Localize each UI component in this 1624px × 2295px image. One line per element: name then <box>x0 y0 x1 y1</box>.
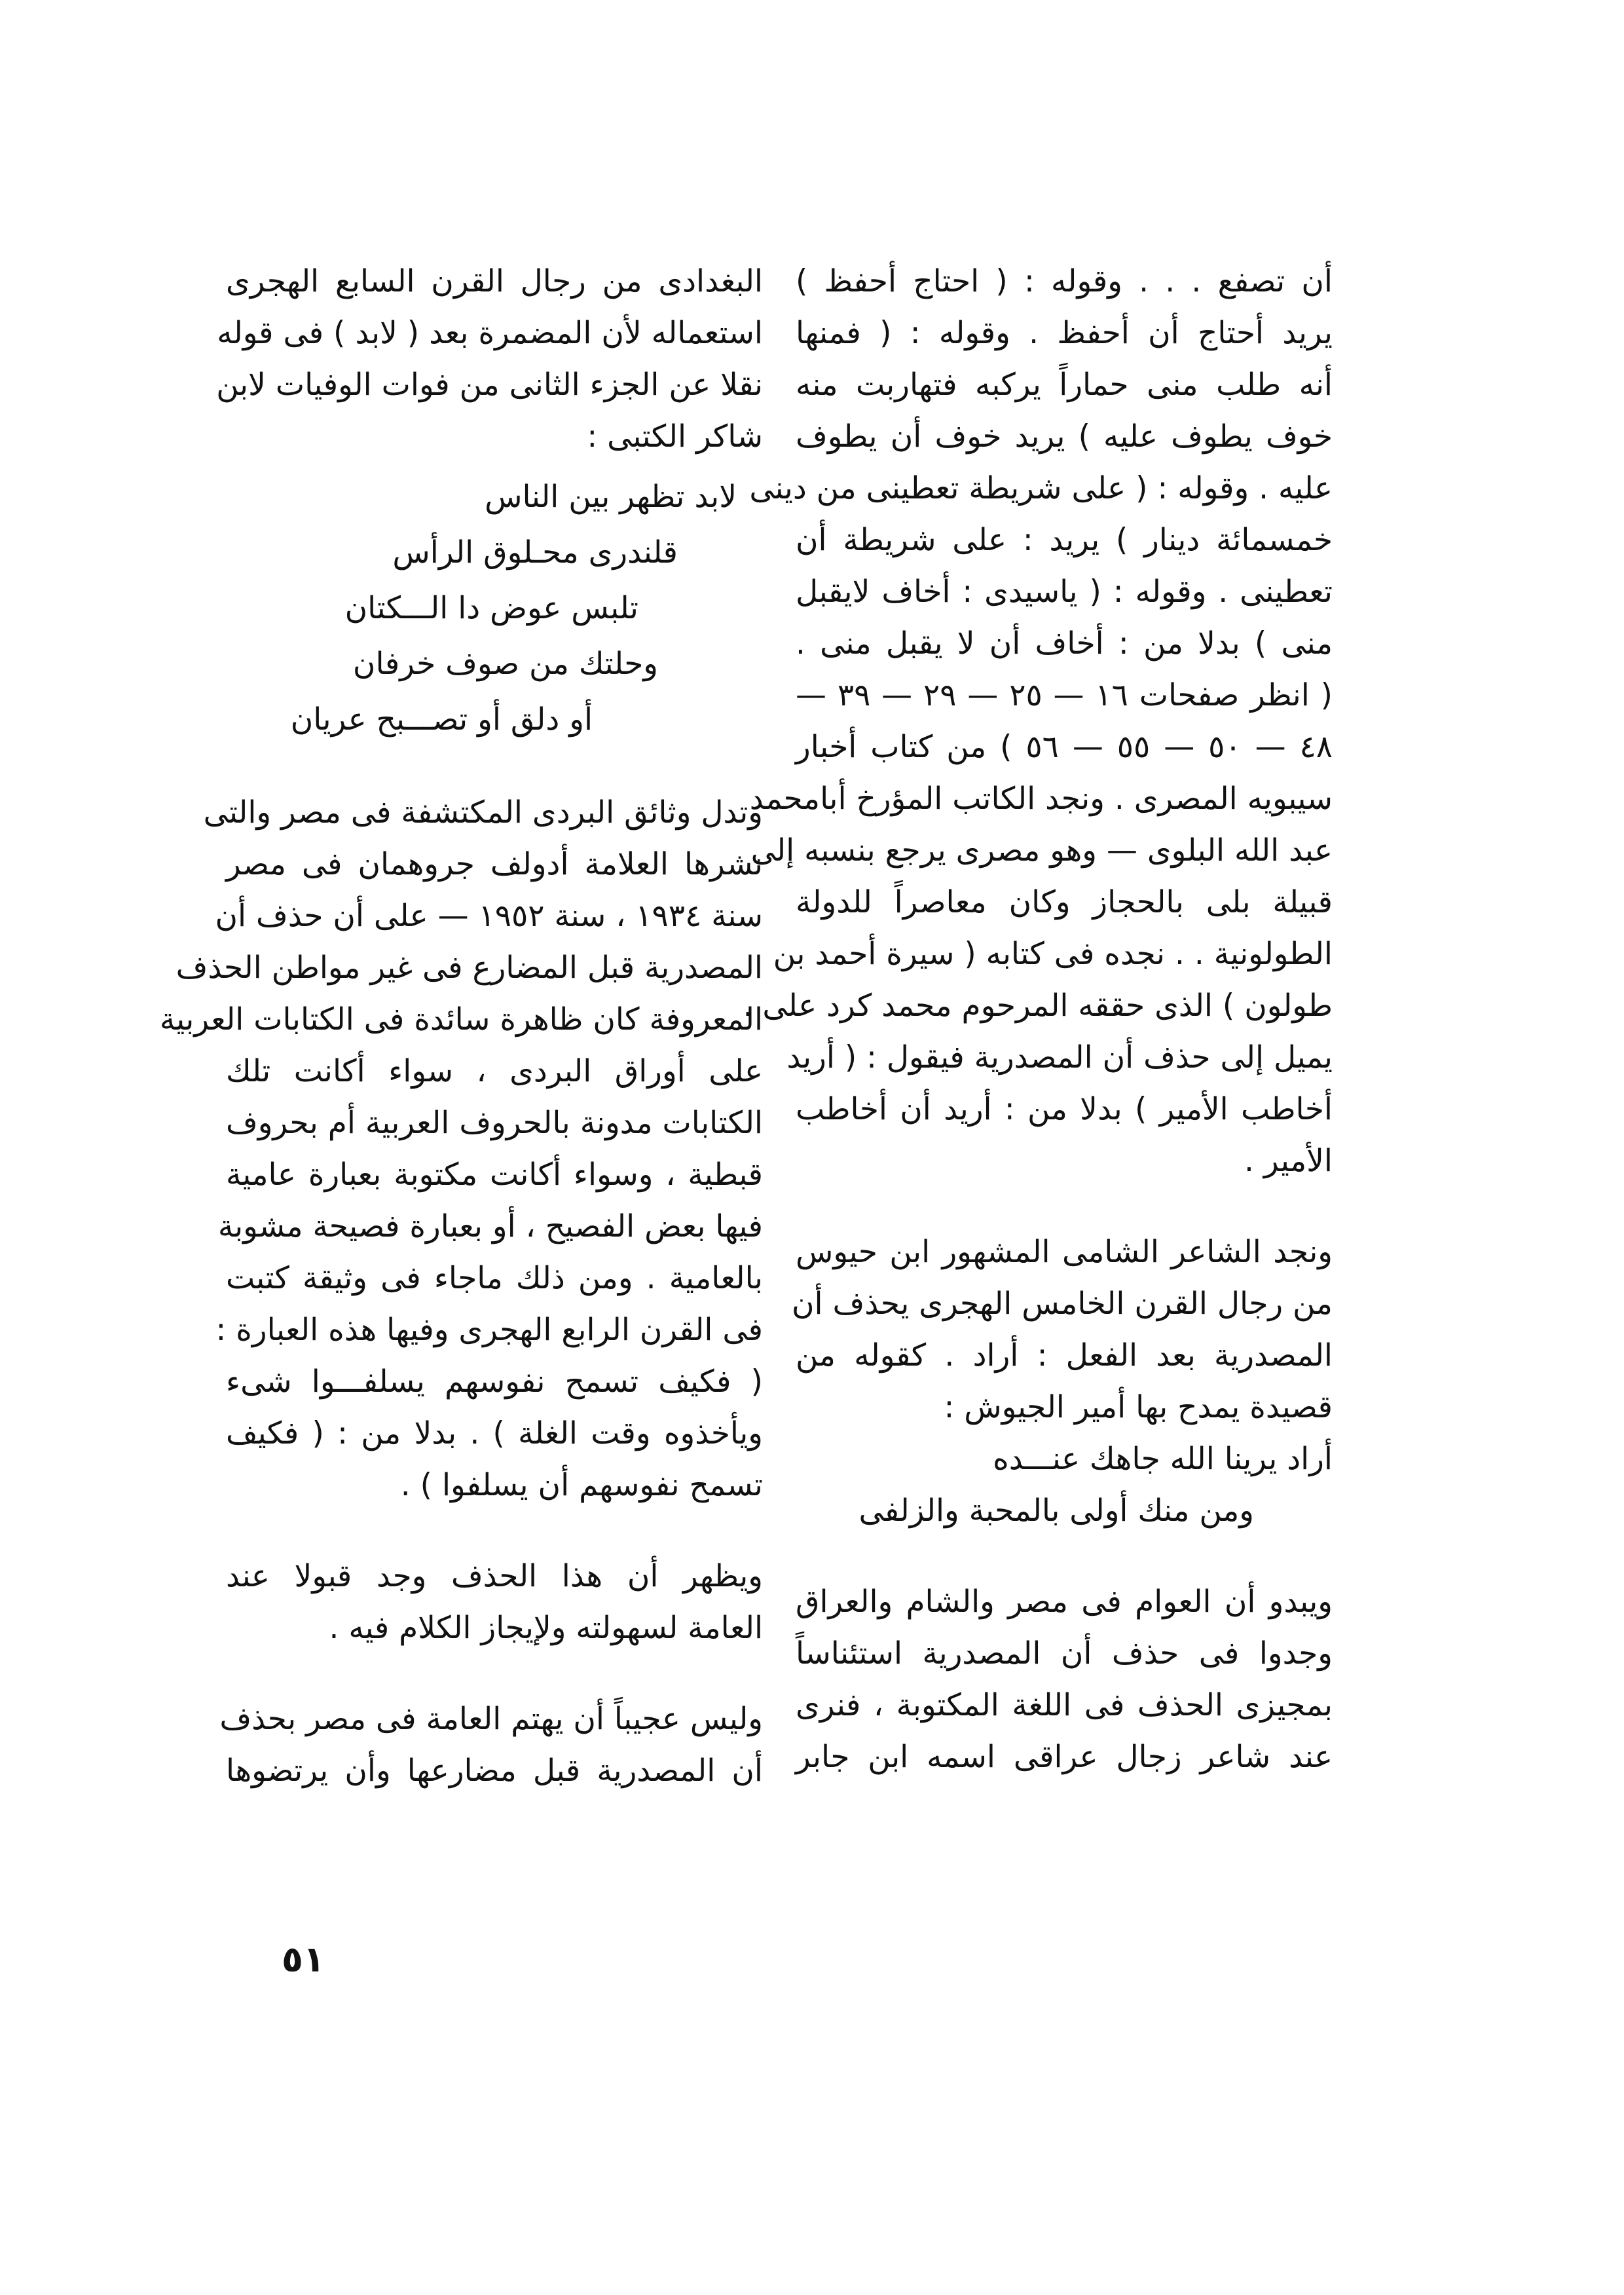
text-line: أن تصفع . . . وقوله : ( احتاج أحفظ ) <box>796 263 1333 299</box>
text-line: يريد أحتاج أن أحفظ . وقوله : ( فمنها <box>796 315 1333 351</box>
verse-line: تلبس عوض دا الـــكتان <box>344 590 638 626</box>
text-line: أخاطب الأمير ) بدلا من : أريد أن أخاطب <box>796 1091 1333 1127</box>
text-line: الكتابات مدونة بالحروف العربية أم بحروف <box>226 1105 763 1141</box>
text-line: ( فكيف تسمح نفوسهم يسلفـــوا شىء <box>226 1364 763 1400</box>
text-line: قبيلة بلى بالحجاز وكان معاصراً للدولة <box>796 884 1333 920</box>
text-line: استعماله لأن المضمرة بعد ( لابد ) فى قوله <box>217 315 763 351</box>
text-line: وجدوا فى حذف أن المصدرية استئناساً <box>796 1635 1333 1671</box>
text-line: الطولونية . . نجده فى كتابه ( سيرة أحمد بن <box>773 936 1333 972</box>
text-line: سنة ١٩٣٤ ، سنة ١٩٥٢ — على أن حذف أن <box>215 898 763 934</box>
verse-line: لابد تظهر بين الناس <box>485 479 737 515</box>
text-line: أن المصدرية قبل مضارعها وأن يرتضوها <box>226 1753 763 1789</box>
text-line: البغدادى من رجال القرن السابع الهجرى <box>226 263 763 299</box>
verse-line: وحلتك من صوف خرفان <box>352 646 658 682</box>
paragraph-gap <box>796 1187 1333 1226</box>
text-line: المعروفة كان ظاهرة سائدة فى الكتابات العربية <box>159 1001 763 1037</box>
text-line: ويبدو أن العوام فى مصر والشام والعراق <box>796 1584 1333 1620</box>
verse-line: ومن منك أولى بالمحبة والزلفى <box>858 1493 1254 1529</box>
page-number: ٥١ <box>282 1939 325 1980</box>
text-line: من رجال القرن الخامس الهجرى يحذف أن <box>791 1286 1333 1322</box>
poem-block <box>226 469 763 747</box>
text-line: عند شاعر زجال عراقى اسمه ابن جابر <box>796 1739 1333 1775</box>
text-line: وليس عجيباً أن يهتم العامة فى مصر بحذف <box>219 1701 763 1737</box>
text-line: قصيدة يمدح بها أمير الجيوش : <box>944 1389 1333 1425</box>
left-column <box>159 255 763 1797</box>
text-line: عليه . وقوله : ( على شريطة تعطينى من دينى <box>749 470 1333 506</box>
text-line: العامة لسهولته ولإيجاز الكلام فيه . <box>329 1610 763 1646</box>
text-line: ٤٨ — ٥٠ — ٥٥ — ٥٦ ) من كتاب أخبار <box>796 729 1333 765</box>
text-line: تسمح نفوسهم أن يسلفوا ) . <box>400 1467 763 1503</box>
text-line: عبد الله البلوى — وهو مصرى يرجع بنسبه إلى <box>750 832 1333 868</box>
text-line: خوف يطوف عليه ) يريد خوف أن يطوف <box>796 419 1333 455</box>
text-line: الأمير . <box>1244 1143 1333 1179</box>
text-line: تعطينى . وقوله : ( ياسيدى : أخاف لايقبل <box>796 574 1333 610</box>
paragraph-gap <box>226 747 763 787</box>
text-line: منى ) بدلا من : أخاف أن لا يقبل منى . <box>796 625 1333 662</box>
text-line: سيبويه المصرى . ونجد الكاتب المؤرخ أبامحمد <box>749 781 1333 817</box>
text-line: ويأخذوه وقت الغلة ) . بدلا من : ( فكيف <box>226 1415 763 1451</box>
text-line: المصدرية بعد الفعل : أراد . كقوله من <box>796 1337 1333 1373</box>
paragraph-gap <box>796 1537 1333 1576</box>
right-column <box>743 255 1333 1783</box>
text-line: نقلا عن الجزء الثانى من فوات الوفيات لابن <box>216 367 763 403</box>
paragraph-gap <box>226 1511 763 1550</box>
text-line: ونجد الشاعر الشامى المشهور ابن حيوس <box>796 1234 1333 1270</box>
text-line: بالعامية . ومن ذلك ماجاء فى وثيقة كتبت <box>226 1260 763 1296</box>
text-line: فى القرن الرابع الهجرى وفيها هذه العبارة : <box>215 1312 763 1348</box>
verse-line: أراد يرينا الله جاهك عنـــده <box>993 1441 1333 1477</box>
text-line: على أوراق البردى ، سواء أكانت تلك <box>226 1053 763 1089</box>
text-line: يميل إلى حذف أن المصدرية فيقول : ( أريد <box>786 1039 1333 1075</box>
text-line: شاكر الكتبى : <box>587 419 763 455</box>
text-line: طولون ) الذى حققه المرحوم محمد كرد على . <box>743 988 1333 1024</box>
verse-line: أو دلق أو تصـــبح عريان <box>290 701 593 737</box>
text-line: فيها بعض الفصيح ، أو بعبارة فصيحة مشوبة <box>217 1208 763 1244</box>
text-line: خمسمائة دينار ) يريد : على شريطة أن <box>796 522 1333 558</box>
text-line: أنه طلب منى حماراً يركبه فتهاربت منه <box>796 367 1333 403</box>
text-line: ( انظر صفحات ١٦ — ٢٥ — ٢٩ — ٣٩ — <box>796 677 1333 713</box>
text-line: ويظهر أن هذا الحذف وجد قبولا عند <box>226 1558 763 1594</box>
text-line: المصدرية قبل المضارع فى غير مواطن الحذف <box>175 950 763 986</box>
verse-line: قلندرى محـلوق الرأس <box>392 534 678 570</box>
text-line: بمجيزى الحذف فى اللغة المكتوبة ، فنرى <box>796 1687 1333 1723</box>
paragraph-gap <box>226 1654 763 1693</box>
text-line: نشرها العلامة أدولف جروهمان فى مصر <box>226 846 763 882</box>
text-line: وتدل وثائق البردى المكتشفة فى مصر والتى <box>203 794 763 830</box>
text-line: قبطية ، وسواء أكانت مكتوبة بعبارة عامية <box>226 1157 763 1193</box>
